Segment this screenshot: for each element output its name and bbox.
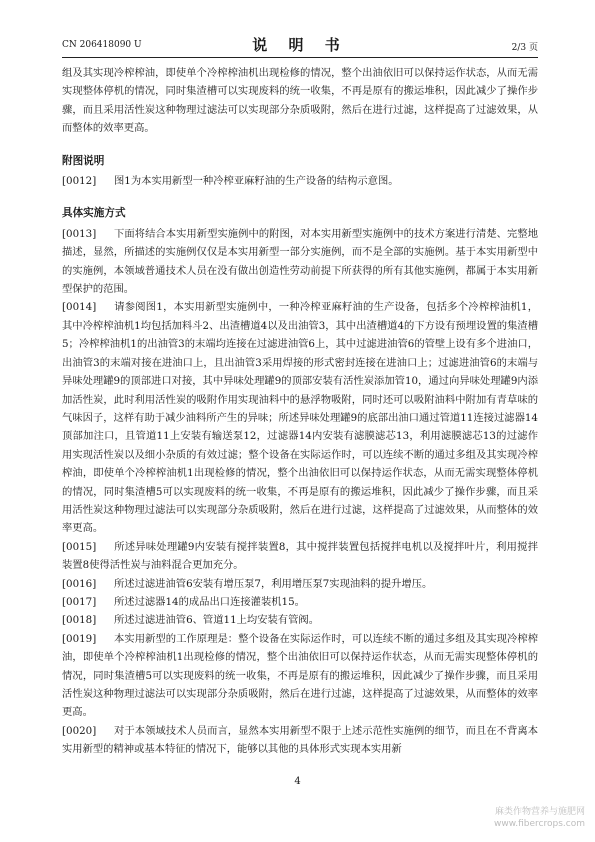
paragraph-text: 所述过滤进油管6、管道11上均安装有管阀。 — [114, 614, 319, 627]
paragraph-text: 对于本领域技术人员而言，显然本实用新型不限于上述示范性实施例的细节，而且在不背离本实用新型的精神或基本特征的情况下，能够以其他的具体形式实现本实用新 — [62, 724, 538, 756]
paragraph-0012 — [62, 172, 538, 190]
watermark-title: 麻类作物营养与施肥网 — [494, 807, 585, 817]
paragraph-text: 所述过滤进油管6安装有增压泵7，利用增压泵7实现油料的提升增压。 — [114, 577, 433, 590]
page-header — [62, 34, 538, 54]
paragraph-number: [0012] — [62, 175, 97, 188]
paragraph-number: [0013] — [62, 227, 97, 240]
watermark-url: www.fibercrops.com — [494, 819, 585, 829]
document-title: 说 明 书 — [252, 36, 348, 54]
paragraph-text: 下面将结合本实用新型实施例中的附图，对本实用新型实施例中的技术方案进行清楚、完整地描述，显然，所描述的实施例仅仅是本实用新型一部分实施例，而不是全部的实施例。基于本实用新型中的实施例，本领域普通技术人员在没有做出创造性劳动前提下所获得的所有其他实施例，都属于本实用新型保护的范围。 — [62, 227, 538, 296]
patent-number: CN 206418090 U — [62, 40, 142, 50]
paragraph-number: [0016] — [62, 577, 97, 590]
paragraph-0019 — [62, 630, 538, 722]
paragraph-text: 本实用新型的工作原理是：整个设备在实际运作时，可以连续不断的通过多组及其实现冷榨榨油，即使单个冷榨榨油机1出现检修的情况，整个出油依旧可以保持运作状态，从而无需实现整体停机的情况，同时集渣槽5可以实现废料的统一收集，不再是原有的搬运堆积，因此减少了操作步骤，而且采用活性炭这种物理过滤法可以实现部分杂质吸附，然后在进行过滤，这样提高了过滤效果，从而整体的效率更高。 — [62, 632, 538, 719]
header-divider — [62, 57, 538, 58]
paragraph-0018 — [62, 611, 538, 629]
paragraph-0017 — [62, 593, 538, 611]
paragraph-0015 — [62, 538, 538, 575]
page-of-indicator: 2/3 页 — [511, 43, 538, 53]
paragraph-number: [0020] — [62, 724, 97, 737]
paragraph-0014 — [62, 298, 538, 537]
paragraph-0020 — [62, 722, 538, 759]
paragraph-number: [0018] — [62, 614, 97, 627]
paragraph-text: 所述异味处理罐9内安装有搅拌装置8，其中搅拌装置包括搅拌电机以及搅拌叶片，利用搅拌装置8使得活性炭与油料混合更加充分。 — [62, 540, 538, 572]
page-number: 4 — [294, 776, 301, 787]
paragraph-number: [0019] — [62, 632, 97, 645]
paragraph-text: 图1为本实用新型一种冷榨亚麻籽油的生产设备的结构示意图。 — [114, 175, 399, 188]
paragraph-number: [0017] — [62, 595, 97, 608]
watermark — [494, 806, 585, 830]
paragraph-0016 — [62, 575, 538, 593]
section-heading-figures: 附图说明 — [62, 154, 105, 167]
paragraph-0013 — [62, 225, 538, 299]
paragraph-text: 请参阅图1，本实用新型实施例中，一种冷榨亚麻籽油的生产设备，包括多个冷榨榨油机1，其中冷榨榨油机1均包括加料斗2、出渣槽道4以及出油管3，其中出渣槽道4的下方设有预埋设置的集渣槽5；冷榨榨油机1的出油管3的末端均连接在过滤进油管6上，其中过滤进油管6的管壁上设有多个进油口，出油管3的末端对接在进油口上，且出油管3采用焊接的形式密封连接在进油口上；过滤进油管6的末端与异味处理罐9的顶部进口对接，其中异味处理罐9的顶部安装有活性炭添加管10，通过向异味处理罐9内添加活性炭，此时利用活性炭的吸附作用实现油料中的悬浮物吸附，同时还可以吸附油料中附加有青草味的气味因子，这样有助于减少油料所产生的异味；所述异味处理罐9的底部出油口通过管道11连接过滤器14顶部加注口，且管道11上安装有输送泵12，过滤器14内安装有滤膜滤芯13，利用滤膜滤芯13的过滤作用实现活性炭以及细小杂质的有效过滤；整个设备在实际运作时，可以连续不断的通过多组及其实现冷榨榨油，即使单个冷榨榨油机1出现检修的情况，整个出油依旧可以保持运作状态，从而无需实现整体停机的情况，同时集渣槽5可以实现废料的统一收集，不再是原有的搬运堆积，因此减少了操作步骤，而且采用活性炭这种物理过滤法可以实现部分杂质吸附，然后在进行过滤，这样提高了过滤效果，从而整体的效率更高。 — [62, 301, 538, 535]
paragraph-number: [0015] — [62, 540, 97, 553]
document-body — [62, 64, 538, 759]
section-heading-embodiments: 具体实施方式 — [62, 207, 126, 220]
paragraph-text: 所述过滤器14的成品出口连接灌装机15。 — [114, 595, 305, 608]
intro-paragraph: 组及其实现冷榨榨油，即使单个冷榨榨油机出现检修的情况，整个出油依旧可以保持运作状态，从而无需实现整体停机的情况，同时集渣槽可以实现废料的统一收集，不再是原有的搬运堆积，因此减少了操作步骤，而且采用活性炭这种物理过滤法可以实现部分杂质吸附，然后在进行过滤，这样提高了过滤效果，从而整体的效率更高。 — [62, 67, 538, 135]
paragraph-number: [0014] — [62, 301, 97, 314]
